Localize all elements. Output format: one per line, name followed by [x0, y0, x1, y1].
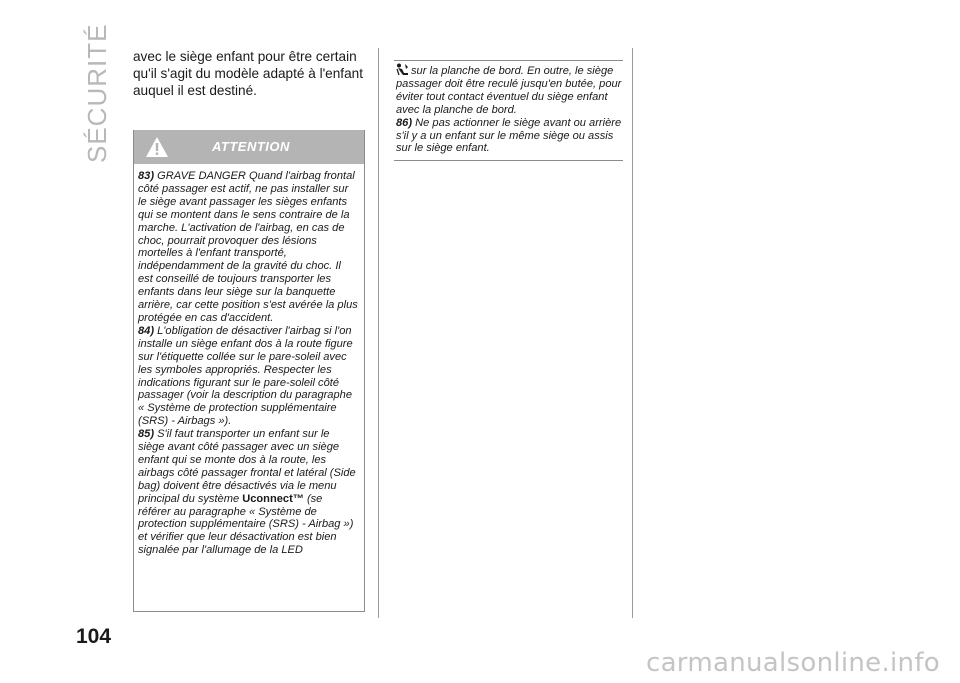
right-column-continuation: [396, 63, 624, 155]
note-84: 84) L'obligation de désactiver l'airbag si l'on installe un siège enfant dos à la route figure sur l'étiquette collée sur le pare-soleil avec les symboles appropriés. Respecter les indications figurant sur le pare-soleil côté passager (voir la description du paragraphe « Système de protection supplémentaire (SRS) - Airbags »).: [138, 324, 353, 428]
airbag-seat-icon: [396, 63, 411, 76]
right-box-bottom-border: [394, 160, 623, 161]
attention-box: [133, 130, 365, 612]
continuation-paragraph: sur la planche de bord. En outre, le siège passager doit être reculé jusqu'en butée, pour éviter tout contact éventuel du siège enfant avec la planche de bord.: [396, 65, 622, 116]
watermark: carmanualsonline.info: [645, 648, 940, 678]
section-title: SÉCURITÉ: [82, 23, 112, 163]
warning-triangle-icon: [145, 136, 169, 158]
attention-header: [134, 130, 364, 164]
column-divider-right: [632, 48, 633, 618]
uconnect-brand: Uconnect™: [242, 492, 304, 505]
note-83: 83) GRAVE DANGER Quand l'airbag frontal côté passager est actif, ne pas installer sur le siège avant passager les sièges enfants qui se montent dans le sens contraire de la marche. L'activation de l'airbag, en cas de choc, pourrait provoquer des lésions mortelles à l'enfant transporté, indépendamment de la gravité du choc. Il est conseillé de toujours transporter les enfants dans leur siège sur la banquette arrière, car cette position s'est avérée la plus protégée en cas d'accident.: [138, 170, 358, 324]
intro-paragraph: avec le siège enfant pour être certain qu'il s'agit du modèle adapté à l'enfant auquel il est destiné.: [133, 49, 363, 98]
note-85: 85) S'il faut transporter un enfant sur le siège avant côté passager avec un siège enfant qui se monte dos à la route, les airbags côté passager frontal et latéral (Side bag) doivent être désactivés via le menu principal du système Uconnect™ (se référer au paragraphe « Système de protection supplémentaire (SRS) - Airbag ») et vérifier que leur désactivation est bien signalée par l'allumage de la LED: [138, 428, 356, 557]
column-divider-left: [378, 48, 379, 618]
note-86: 86) Ne pas actionner le siège avant ou arrière s'il y a un enfant sur le même siège ou assis sur le siège enfant.: [396, 116, 622, 155]
attention-body: [134, 164, 364, 557]
right-box-top-border: [394, 60, 623, 61]
page-number: 104: [76, 625, 112, 648]
attention-heading: ATTENTION: [212, 139, 290, 154]
